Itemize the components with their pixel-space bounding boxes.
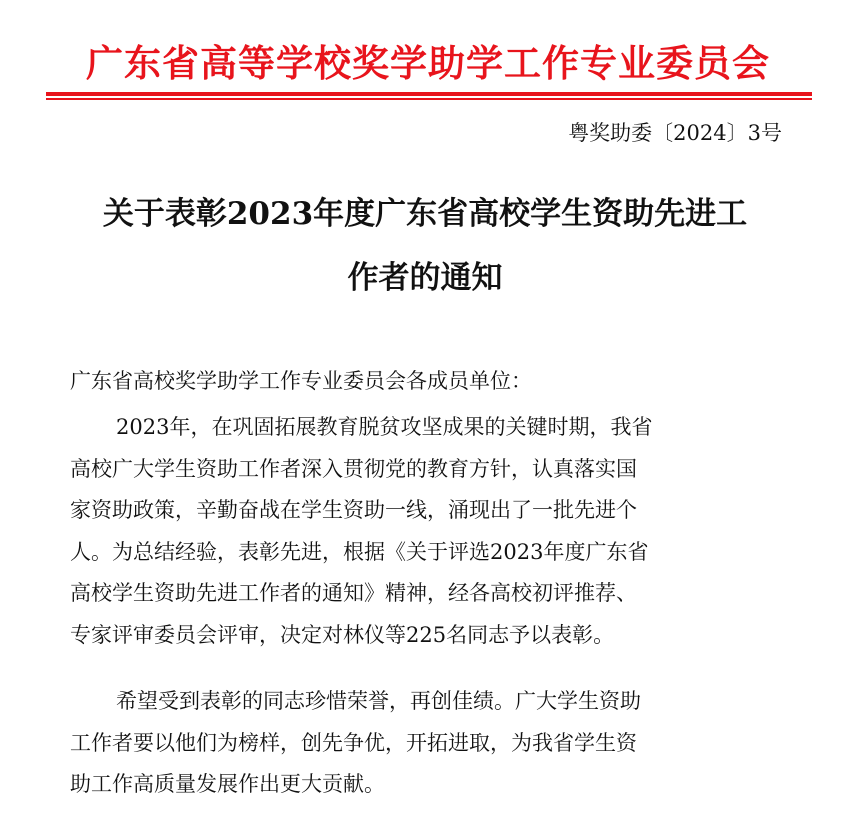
paragraph-line: 家资助政策，辛勤奋战在学生资助一线，涌现出了一批先进个 [70, 498, 637, 522]
organization-header: 广东省高等学校奖学助学工作专业委员会 [86, 41, 770, 85]
header-rule-thick [46, 92, 812, 96]
paragraph-2 [70, 681, 790, 806]
paragraph-line: 高校广大学生资助工作者深入贯彻党的教育方针，认真落实国 [70, 456, 637, 481]
document-number: 粤奖助委〔2024〕3号 [568, 121, 782, 145]
notice-title [60, 182, 790, 310]
notice-title-line-1: 关于表彰2023年度广东省高校学生资助先进工 [102, 196, 748, 232]
paragraph-line: 工作者要以他们为榜样，创先争优，开拓进取，为我省学生资 [70, 730, 637, 755]
notice-title-line-2: 作者的通知 [347, 260, 503, 296]
salutation: 广东省高校奖学助学工作专业委员会各成员单位： [70, 369, 532, 393]
paragraph-line: 助工作高质量发展作出更大贡献。 [70, 772, 385, 796]
paragraph-line: 高校学生资助先进工作者的通知》精神，经各高校初评推荐、 [70, 581, 637, 605]
paragraph-line: 人。为总结经验，表彰先进，根据《关于评选2023年度广东省 [70, 539, 649, 564]
paragraph-line: 希望受到表彰的同志珍惜荣誉，再创佳绩。广大学生资助 [116, 689, 641, 713]
paragraph-line: 2023年，在巩固拓展教育脱贫攻坚成果的关键时期，我省 [116, 415, 653, 439]
paragraph-1 [70, 407, 790, 656]
header-rule-thin [46, 98, 812, 100]
paragraph-line: 专家评审委员会评审，决定对林仪等225名同志予以表彰。 [70, 622, 615, 647]
